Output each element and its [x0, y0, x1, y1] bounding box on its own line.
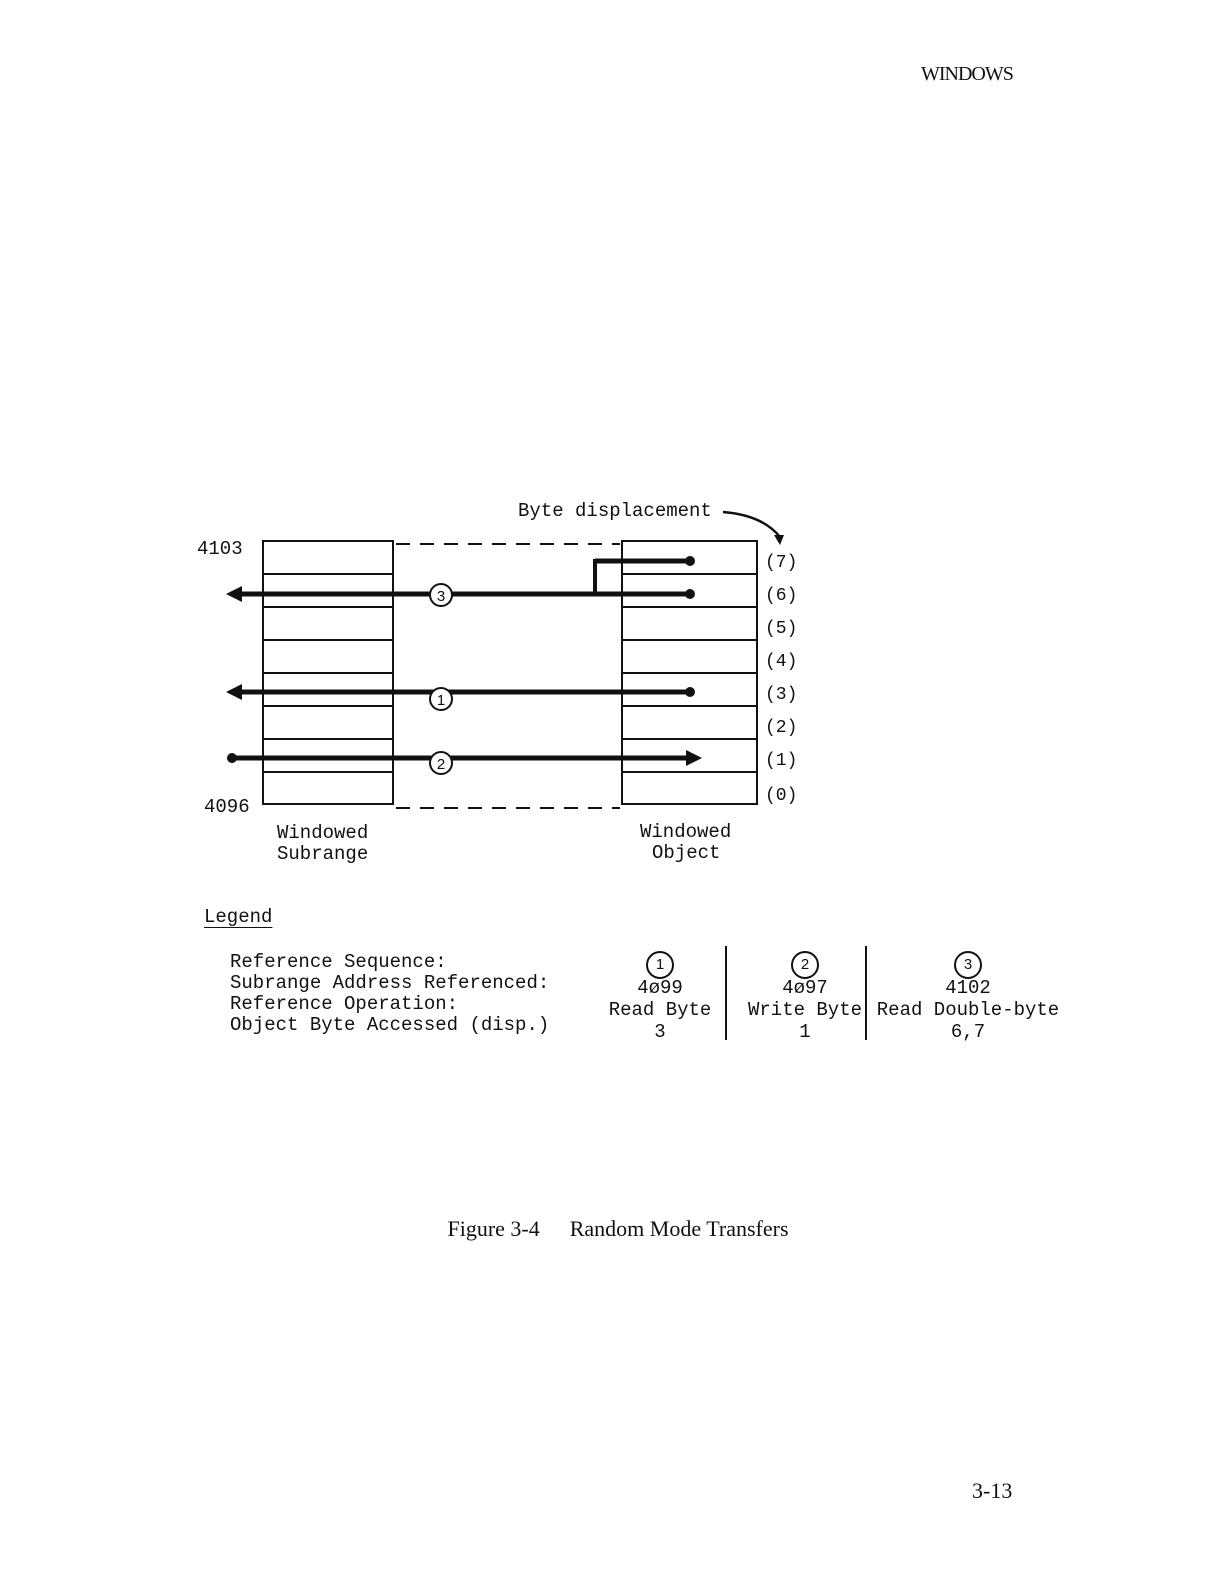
subrange-label-line1: Windowed	[277, 822, 369, 844]
svg-text:1: 1	[436, 692, 446, 709]
legend-bytes-3: 6,7	[950, 1021, 986, 1043]
displacement-labels	[765, 553, 797, 806]
legend-column-1	[600, 951, 720, 1043]
displacement-1: (1)	[765, 751, 798, 771]
svg-text:2: 2	[436, 756, 446, 773]
legend-operation-1: Read Byte	[608, 999, 712, 1021]
figure-number: Figure 3-4	[447, 1216, 540, 1241]
legend-address-2: 4ø97	[782, 977, 828, 999]
legend-divider-2	[865, 946, 867, 1040]
transfer-2-path	[227, 750, 702, 766]
legend-row-sequence: Reference Sequence:	[230, 951, 447, 973]
marker-2	[430, 752, 452, 774]
legend-operation-3: Read Double-byte	[876, 999, 1060, 1021]
legend-operation-2: Write Byte	[747, 999, 863, 1021]
subrange-label-line2: Subrange	[277, 843, 369, 865]
transfer-3-path	[226, 556, 695, 602]
legend-bytes-1: 3	[654, 1021, 666, 1043]
page-number: 3-13	[972, 1478, 1013, 1503]
displacement-3: (3)	[765, 685, 798, 705]
displacement-5: (5)	[765, 619, 798, 639]
legend-sequence-2: 2	[791, 951, 819, 979]
legend-divider-1	[725, 946, 727, 1040]
legend-address-3: 4102	[945, 977, 991, 999]
legend-address-1: 4ø99	[637, 977, 683, 999]
displacement-4: (4)	[765, 652, 798, 672]
transfer-1-path	[226, 684, 695, 700]
legend-column-3	[868, 951, 1068, 1043]
windowed-subrange-box	[263, 541, 393, 804]
svg-text:3: 3	[436, 588, 446, 605]
displacement-2: (2)	[765, 718, 798, 738]
address-top-label: 4103	[197, 538, 243, 560]
legend-sequence-3: 3	[954, 951, 982, 979]
figure-caption	[0, 1190, 1225, 1242]
byte-displacement-arrow	[723, 512, 780, 537]
displacement-6: (6)	[765, 586, 798, 606]
marker-1	[430, 688, 452, 710]
address-bottom-label: 4096	[204, 796, 250, 818]
byte-displacement-arrowhead	[774, 535, 784, 545]
legend-title: Legend	[204, 906, 273, 928]
figure-title: Random Mode Transfers	[569, 1216, 789, 1241]
legend-row-operation: Reference Operation:	[230, 993, 459, 1015]
running-header: WINDOWS	[921, 63, 1013, 85]
displacement-0: (0)	[765, 786, 798, 806]
byte-displacement-label: Byte displacement	[518, 500, 712, 522]
object-label-line1: Windowed	[640, 821, 732, 843]
legend-row-bytes: Object Byte Accessed (disp.)	[230, 1014, 550, 1036]
legend-column-2	[735, 951, 875, 1043]
legend-bytes-2: 1	[799, 1021, 811, 1043]
object-label-line2: Object	[652, 842, 721, 864]
legend-sequence-1: 1	[646, 951, 674, 979]
legend-row-address: Subrange Address Referenced:	[230, 972, 550, 994]
windowed-object-box	[622, 541, 757, 804]
marker-3	[430, 584, 452, 606]
displacement-7: (7)	[765, 553, 798, 573]
